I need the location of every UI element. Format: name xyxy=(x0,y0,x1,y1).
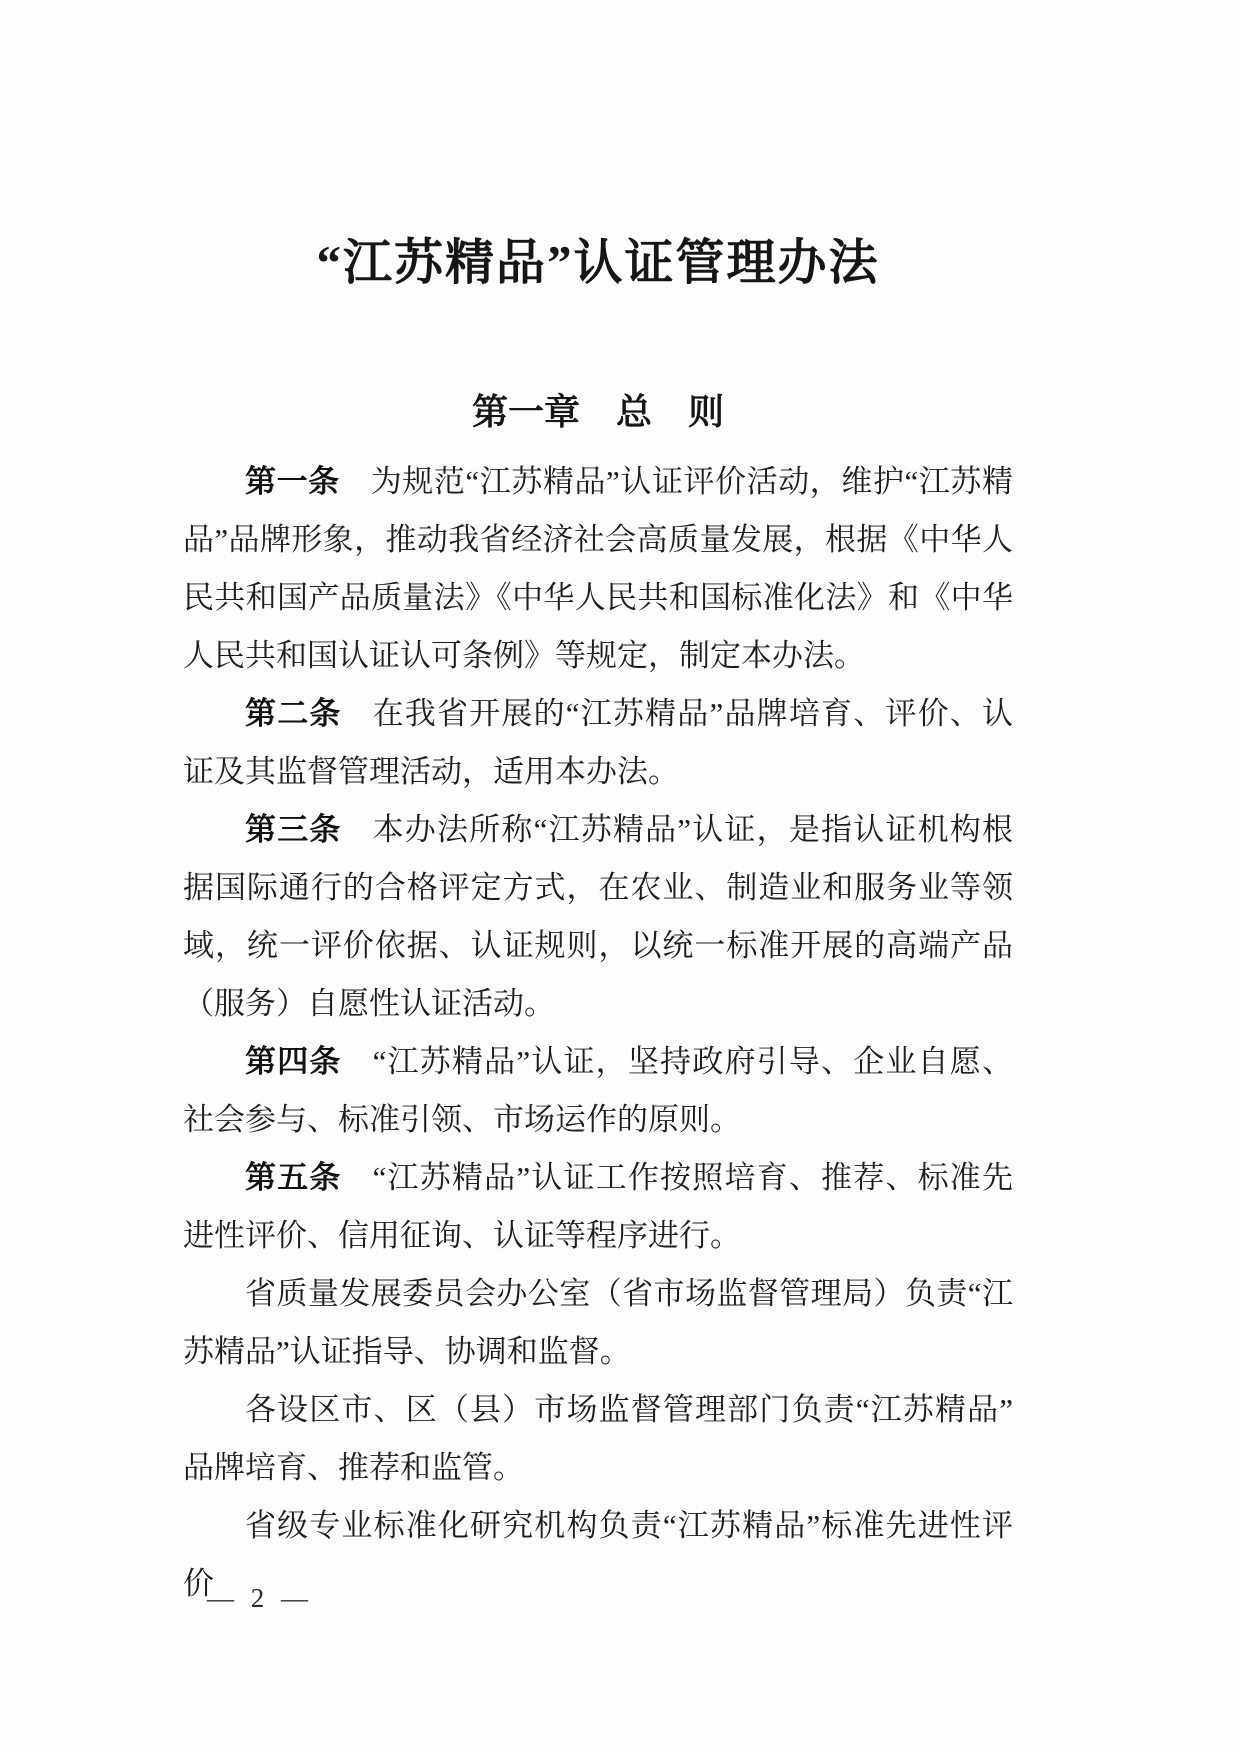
paragraph-text: “江苏精品”认证，坚持政府引导、企业自愿、社会参与、标准引领、市场运作的原则。 xyxy=(183,1044,1013,1137)
document-title: “江苏精品”认证管理办法 xyxy=(316,235,880,290)
chapter-title: 总 则 xyxy=(616,391,725,432)
paragraph xyxy=(183,801,1013,1033)
paragraph xyxy=(183,453,1013,685)
paragraph xyxy=(183,1381,1013,1497)
article-label: 第四条 xyxy=(245,1044,342,1079)
paragraph-text: 本办法所称“江苏精品”认证，是指认证机构根据国际通行的合格评定方式，在农业、制造业和服务业等领域，统一评价依据、认证规则，以统一标准开展的高端产品（服务）自愿性认证活动。 xyxy=(183,812,1013,1021)
paragraph xyxy=(183,685,1013,801)
page-number: — 2 — xyxy=(207,1583,313,1613)
paragraph xyxy=(183,1265,1013,1381)
article-label: 第三条 xyxy=(245,812,342,847)
paragraph-text: 省质量发展委员会办公室（省市场监督管理局）负责“江苏精品”认证指导、协调和监督。 xyxy=(183,1276,1013,1369)
paragraph-text: “江苏精品”认证工作按照培育、推荐、标准先进性评价、信用征询、认证等程序进行。 xyxy=(183,1160,1013,1253)
paragraph-text: 为规范“江苏精品”认证评价活动，维护“江苏精品”品牌形象，推动我省经济社会高质量发展，根据《中华人民共和国产品质量法》《中华人民共和国标准化法》和《中华人民共和国认证认可条例》等规定，制定本办法。 xyxy=(183,464,1013,673)
paragraph-text: 各设区市、区（县）市场监督管理部门负责“江苏精品”品牌培育、推荐和监管。 xyxy=(183,1392,1013,1485)
chapter-number: 第一章 xyxy=(471,391,580,432)
paragraph xyxy=(183,1149,1013,1265)
article-label: 第一条 xyxy=(245,464,340,499)
paragraph-text: 省级专业标准化研究机构负责“江苏精品”标准先进性评价 xyxy=(183,1508,1013,1601)
paragraph-text: 在我省开展的“江苏精品”品牌培育、评价、认证及其监督管理活动，适用本办法。 xyxy=(183,696,1013,789)
document-body xyxy=(183,453,1013,1613)
chapter-heading xyxy=(183,384,1013,435)
article-label: 第五条 xyxy=(245,1160,342,1195)
paragraph xyxy=(183,1033,1013,1149)
article-label: 第二条 xyxy=(245,696,342,731)
